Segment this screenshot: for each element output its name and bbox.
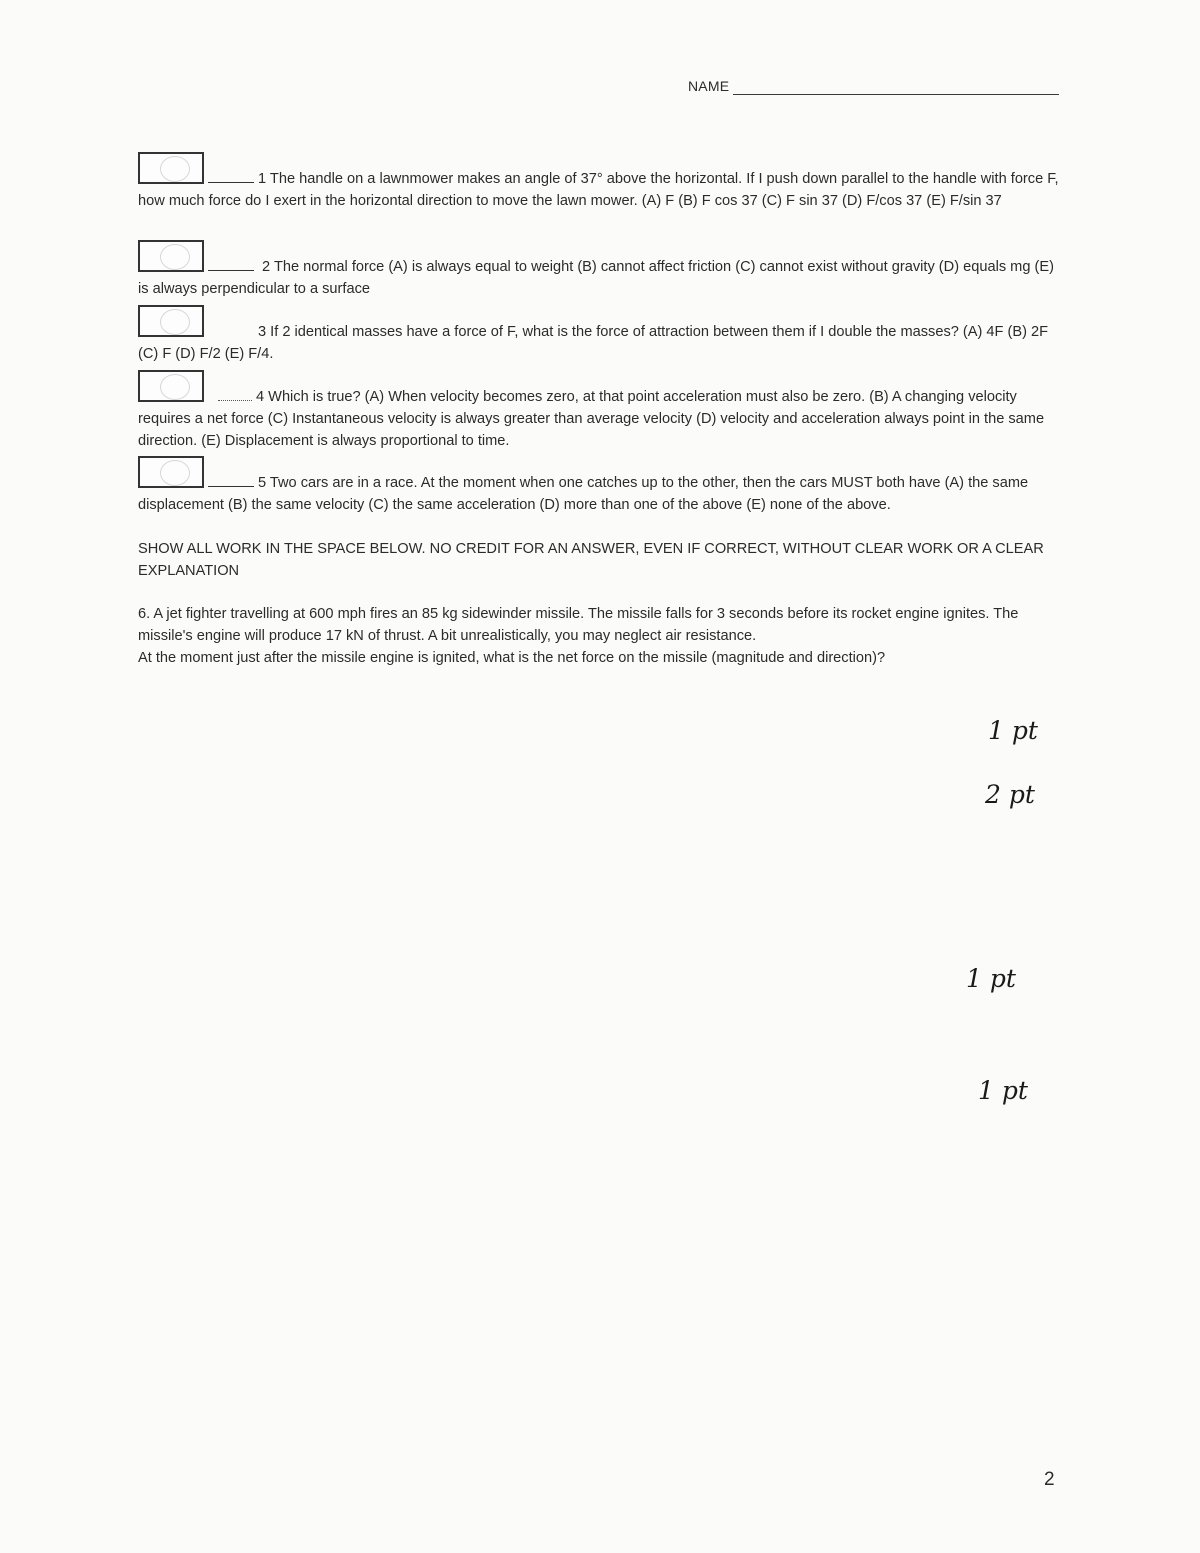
answer-box-3[interactable] [138, 305, 204, 337]
answer-blank-2[interactable] [208, 256, 254, 271]
points-annotation-4: 1 pt [978, 1076, 1028, 1105]
answer-box-1[interactable] [138, 152, 204, 184]
points-annotation-3: 1 pt [966, 964, 1016, 993]
problem-6-statement: 6. A jet fighter travelling at 600 mph fires an 85 kg sidewinder missile. The missile falls for 3 seconds before its rocket engine ignites. The missile's engine will produce 17 kN of thrust. A bit unrealistically, you may neglect air resistance. [138, 606, 1019, 644]
answer-box-2[interactable] [138, 240, 204, 272]
name-label: NAME [688, 78, 730, 94]
question-4 [138, 370, 1063, 452]
question-3-text: 3 If 2 identical masses have a force of F, what is the force of attraction between them if I double the masses? (A) 4F (B) 2F (C) F (D) F/2 (E) F/4. [138, 324, 1049, 362]
problem-6-question: At the moment just after the missile engine is ignited, what is the net force on the missile (magnitude and direction)? [138, 650, 886, 666]
answer-blank-5[interactable] [208, 472, 254, 487]
answer-blank-3[interactable] [208, 322, 254, 336]
question-1 [138, 152, 1063, 212]
answer-blank-1[interactable] [208, 168, 254, 183]
question-5 [138, 456, 1063, 516]
question-2-text: 2 The normal force (A) is always equal to weight (B) cannot affect friction (C) cannot exist without gravity (D) equals mg (E) is always perpendicular to a surface [138, 259, 1054, 297]
question-2 [138, 240, 1063, 300]
question-3 [138, 305, 1063, 365]
instructions: SHOW ALL WORK IN THE SPACE BELOW. NO CREDIT FOR AN ANSWER, EVEN IF CORRECT, WITHOUT CLEAR WORK OR A CLEAR EXPLANATION [138, 541, 1044, 579]
answer-blank-4[interactable] [218, 386, 252, 401]
points-annotation-1: 1 pt [988, 716, 1038, 745]
answer-box-4[interactable] [138, 370, 204, 402]
name-input-line[interactable] [733, 94, 1059, 95]
problem-6 [138, 603, 1063, 669]
answer-box-5[interactable] [138, 456, 204, 488]
question-4-text: 4 Which is true? (A) When velocity becomes zero, at that point acceleration must also be zero. (B) A changing velocity requires a net force (C) Instantaneous velocity is always greater than average velocity (D) velocity and acceleration always point in the same direction. (E) Displacement is always proportional to time. [138, 389, 1045, 449]
question-1-text: 1 The handle on a lawnmower makes an angle of 37° above the horizontal. If I push down parallel to the handle with force F, how much force do I exert in the horizontal direction to move the lawn mower. (A) F (B) F cos 37 (C) F sin 37 (D) F/cos 37 (E) F/sin 37 [138, 171, 1059, 209]
points-annotation-2: 2 pt [985, 780, 1035, 809]
page-number: 2 [1044, 1469, 1055, 1490]
question-5-text: 5 Two cars are in a race. At the moment when one catches up to the other, then the cars MUST both have (A) the same displacement (B) the same velocity (C) the same acceleration (D) more than one of the above (E) none of the above. [138, 475, 1029, 513]
